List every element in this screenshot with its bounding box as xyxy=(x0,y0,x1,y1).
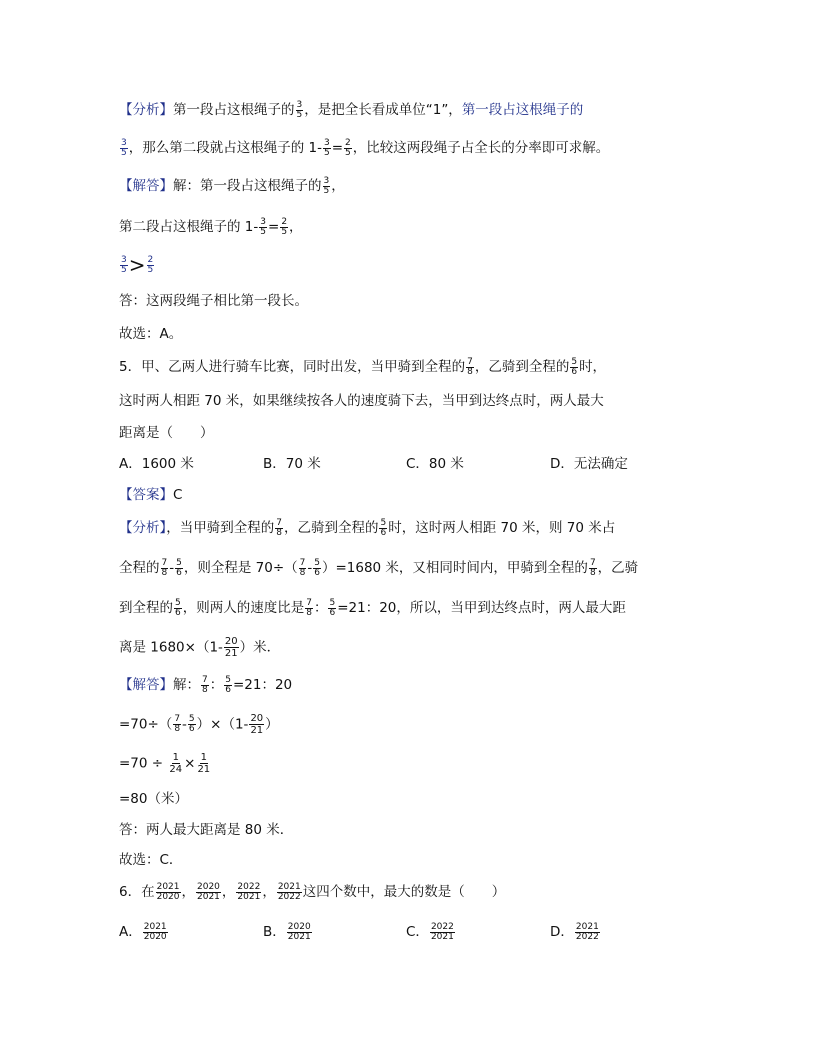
fraction: $\frac{2}{5}$ xyxy=(147,254,154,275)
q5-solve-line-2 xyxy=(119,713,279,736)
q6-line-1 xyxy=(119,882,505,902)
solve-line-1 xyxy=(119,176,345,196)
analysis-line-2 xyxy=(119,138,609,158)
fraction: $\frac{5}{6}$ xyxy=(571,356,578,377)
text: 时，这时两人相距 70 米，则 70 米占 xyxy=(388,520,616,536)
fraction: $\frac{7}{8}$ xyxy=(202,674,208,695)
solve-line-3 xyxy=(119,255,155,275)
text: =70 ÷ xyxy=(119,755,168,772)
text: ，那么第二段就占这根绳子的 1- xyxy=(128,140,322,156)
fraction: $\frac{20}{21}$ xyxy=(224,636,238,659)
greater-than-sign: > xyxy=(128,253,146,277)
text: 第二段占这根绳子的 1- xyxy=(119,219,259,235)
text: ： xyxy=(313,600,328,616)
text: 解：第一段占这根绳子的 xyxy=(173,178,322,194)
solve-label: 【解答】 xyxy=(119,178,173,194)
text: ： xyxy=(209,677,224,693)
text: ， xyxy=(181,884,195,900)
fraction: $\frac{3}{5}$ xyxy=(260,216,266,237)
fraction: $\frac{7}{8}$ xyxy=(299,557,306,578)
q5-analysis-line-3 xyxy=(119,598,626,618)
fraction: $\frac{7}{8}$ xyxy=(276,517,282,538)
text: ） xyxy=(265,716,279,733)
text: ，乙骑 xyxy=(597,560,639,576)
analysis-label: 【分析】 xyxy=(119,520,167,536)
text: ，乙骑到全程的 xyxy=(283,520,379,536)
q5-analysis-line-1 xyxy=(119,518,615,538)
fraction: $\frac{20}{21}$ xyxy=(250,713,264,736)
fraction: $\frac{5}{6}$ xyxy=(329,597,336,618)
text: =21：20 xyxy=(232,677,293,693)
text: 第一段占这根绳子的 xyxy=(173,102,295,118)
choice-line: 故选：A。 xyxy=(119,326,183,342)
fraction: $\frac{2021}{2020}$ xyxy=(156,881,180,902)
fraction: $\frac{2020}{2021}$ xyxy=(197,881,220,902)
fraction: $\frac{2}{5}$ xyxy=(281,216,288,237)
answer-line: 答：这两段绳子相比第一段长。 xyxy=(119,293,308,309)
q5-option-c: C．80 米 xyxy=(406,456,464,472)
text: ，则全程是 70÷（ xyxy=(183,560,298,576)
text: ，当甲骑到全程的 xyxy=(166,520,275,536)
q5-answer-text: 答：两人最大距离是 80 米． xyxy=(119,822,294,838)
fraction: $\frac{3}{5}$ xyxy=(324,137,330,158)
fraction: $\frac{1}{21}$ xyxy=(197,752,211,775)
text: ，乙骑到全程的 xyxy=(474,359,570,375)
text: 全程的 xyxy=(119,560,160,576)
text: =70÷（ xyxy=(119,716,173,733)
answer-label: 【答案】 xyxy=(119,487,173,503)
fraction: $\frac{5}{6}$ xyxy=(314,557,320,578)
fraction: $\frac{5}{6}$ xyxy=(176,557,182,578)
text: ， xyxy=(221,884,236,900)
equals-sign: = xyxy=(331,140,344,156)
text: 6．在 xyxy=(119,884,155,900)
q6-option-a: A． $\frac{2021}{2020}$ xyxy=(119,921,167,942)
answer-value: C xyxy=(173,487,183,503)
fraction: $\frac{3}{5}$ xyxy=(121,254,127,275)
text: =21：20，所以，当甲到达终点时，两人最大距 xyxy=(337,600,626,616)
fraction: $\frac{2020}{2021}$ xyxy=(287,921,311,942)
text: 解： xyxy=(173,677,200,693)
fraction: $\frac{3}{5}$ xyxy=(296,99,303,120)
text: ， xyxy=(289,219,303,235)
minus-sign: - xyxy=(182,716,187,733)
fraction: $\frac{7}{8}$ xyxy=(467,356,473,377)
q5-solve-line-4: =80（米） xyxy=(119,791,188,807)
fraction: $\frac{7}{8}$ xyxy=(174,714,181,734)
text: ，比较这两段绳子占全长的分率即可求解。 xyxy=(352,140,610,156)
minus-sign: - xyxy=(307,560,313,576)
text: 到全程的 xyxy=(119,600,173,616)
text: ，则两人的速度比是 xyxy=(182,600,305,616)
fraction: $\frac{7}{8}$ xyxy=(161,557,168,578)
text: ）×（1- xyxy=(196,716,249,733)
q5-solve-line-1 xyxy=(119,675,292,695)
fraction: $\frac{5}{6}$ xyxy=(175,597,181,618)
fraction: $\frac{5}{6}$ xyxy=(380,517,387,538)
q5-line-3: 距离是（ ） xyxy=(119,425,214,441)
fraction: $\frac{2021}{2022}$ xyxy=(277,881,301,902)
text: 第一段占这根绳子的 xyxy=(461,102,584,118)
q5-answer-line xyxy=(119,485,182,505)
fraction: $\frac{7}{8}$ xyxy=(306,597,312,618)
fraction: $\frac{5}{6}$ xyxy=(188,714,195,734)
fraction: $\frac{2}{5}$ xyxy=(345,137,351,158)
analysis-label: 【分析】 xyxy=(119,102,173,118)
q5-analysis-line-2 xyxy=(119,558,638,578)
fraction: $\frac{7}{8}$ xyxy=(589,557,596,578)
text: 这四个数中，最大的数是（ ） xyxy=(302,884,506,900)
fraction: $\frac{3}{5}$ xyxy=(323,175,330,196)
text: 5．甲、乙两人进行骑车比赛，同时出发，当甲骑到全程的 xyxy=(119,359,466,375)
fraction: $\frac{5}{6}$ xyxy=(225,674,231,695)
text: ，是把全长看成单位“1”， xyxy=(304,102,462,118)
q6-option-d: D． $\frac{2021}{2022}$ xyxy=(550,921,599,942)
fraction: $\frac{2021}{2020}$ xyxy=(143,921,167,942)
fraction: $\frac{2022}{2021}$ xyxy=(430,921,454,942)
q5-analysis-line-4 xyxy=(119,636,280,659)
q5-line-1 xyxy=(119,357,606,377)
analysis-line-1 xyxy=(119,100,583,120)
equals-sign: = xyxy=(268,219,280,235)
fraction: $\frac{2021}{2022}$ xyxy=(575,921,599,942)
q5-choice-line: 故选：C． xyxy=(119,852,183,868)
text: ， xyxy=(262,884,276,900)
q6-option-c: C． $\frac{2022}{2021}$ xyxy=(406,921,454,942)
q5-option-a: A．1600 米 xyxy=(119,456,194,472)
fraction: $\frac{1}{24}$ xyxy=(169,752,183,775)
q5-option-d: D．无法确定 xyxy=(550,456,628,472)
text: ）=1680 米，又相同时间内，甲骑到全程的 xyxy=(321,560,588,576)
solve-line-2 xyxy=(119,217,303,237)
minus-sign: - xyxy=(169,560,175,576)
text: ）米． xyxy=(239,639,281,656)
q5-solve-line-3 xyxy=(119,752,212,775)
q5-option-b: B．70 米 xyxy=(263,456,321,472)
text: 离是 1680×（1- xyxy=(119,639,223,656)
solve-label: 【解答】 xyxy=(119,677,173,693)
text: 时， xyxy=(579,359,607,375)
fraction: $\frac{2022}{2021}$ xyxy=(237,881,261,902)
fraction: $\frac{3}{5}$ xyxy=(121,137,127,158)
text: ， xyxy=(331,178,345,194)
q6-option-b: B． $\frac{2020}{2021}$ xyxy=(263,921,311,942)
times-sign: × xyxy=(184,755,196,772)
q5-line-2: 这时两人相距 70 米，如果继续按各人的速度骑下去，当甲到达终点时，两人最大 xyxy=(119,393,604,409)
